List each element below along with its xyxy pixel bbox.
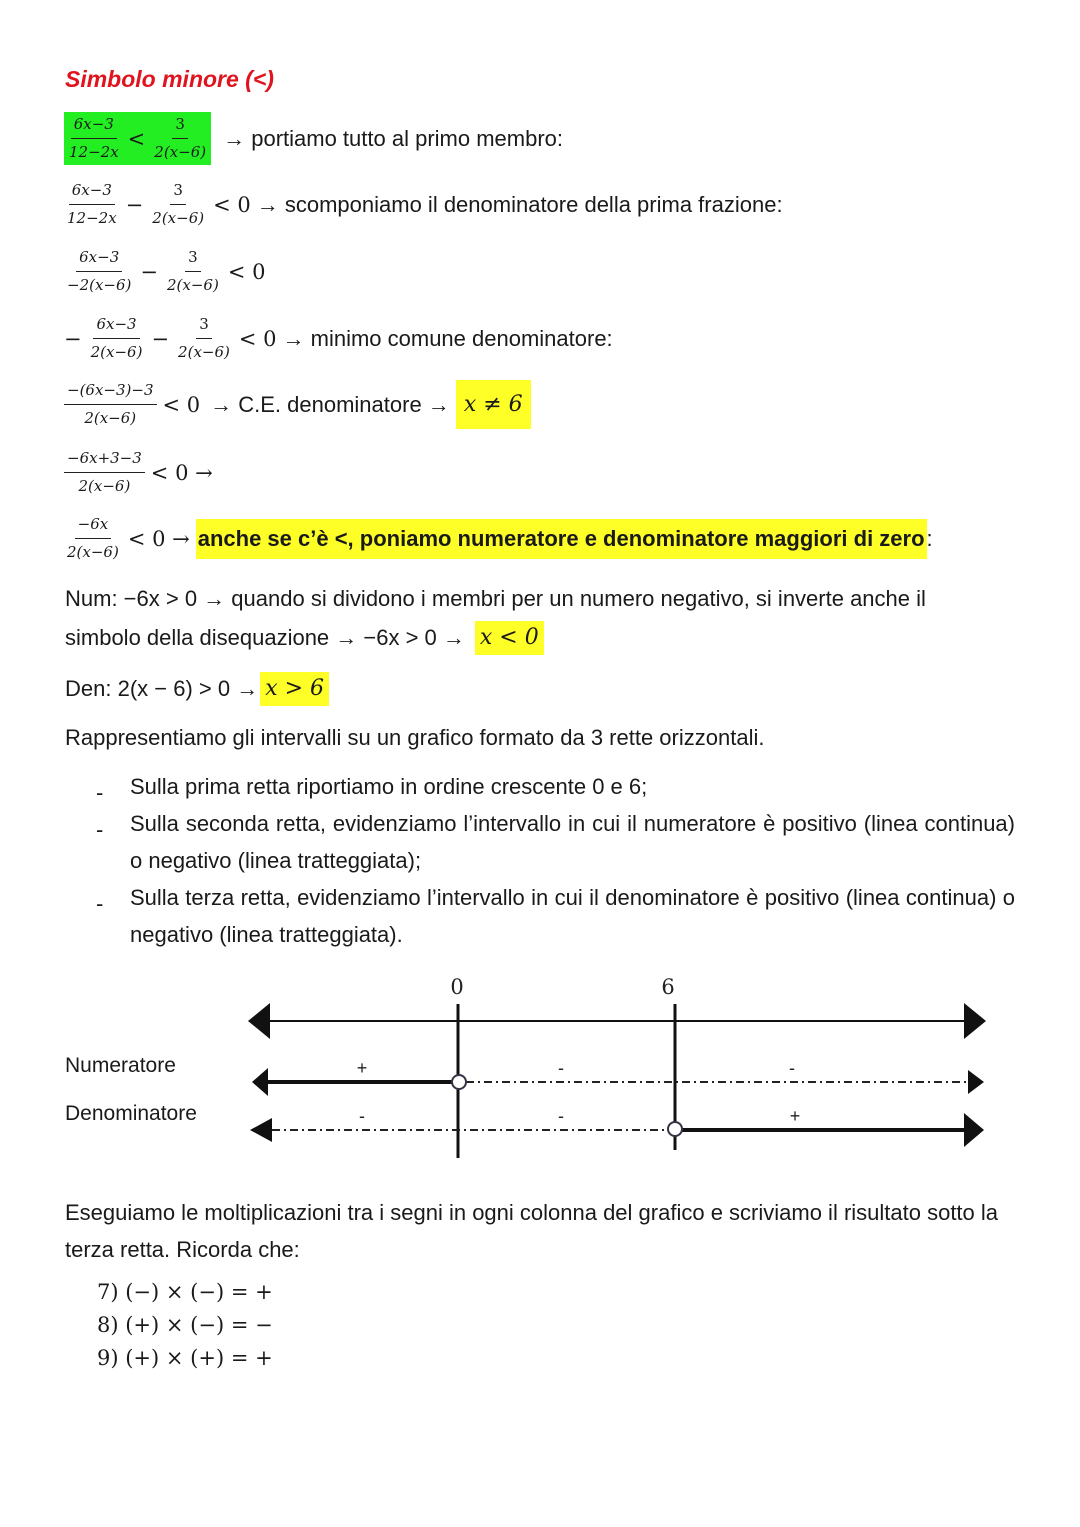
step-text: → portiamo tutto al primo membro: xyxy=(223,125,564,151)
bullet-mark: - xyxy=(96,780,104,805)
relation: < 0 xyxy=(162,392,201,417)
fraction xyxy=(64,448,145,497)
step-5 xyxy=(64,380,531,429)
denominator-arrow-left xyxy=(250,1118,272,1142)
step-1 xyxy=(64,112,563,165)
tick-label-6: 6 xyxy=(661,975,675,999)
denominator: 2(x−6) xyxy=(178,343,230,361)
denominator-sign: - xyxy=(359,1106,365,1126)
numerator: −6x xyxy=(75,514,112,539)
bullet-mark: - xyxy=(96,891,104,916)
section-title: Simbolo minore (<) xyxy=(65,66,274,92)
fraction xyxy=(66,114,122,163)
relation: < 0 xyxy=(238,326,277,351)
step-text: : xyxy=(926,525,933,551)
denominator: 12−2x xyxy=(67,209,117,227)
fraction xyxy=(175,314,233,363)
rule-item: 8) (+) × (−) = − xyxy=(97,1313,273,1337)
numerator-sign: + xyxy=(356,1058,368,1078)
denominator: 2(x−6) xyxy=(84,409,137,427)
relation: < xyxy=(127,126,146,151)
numerator: 3 xyxy=(172,114,188,139)
bullet-item: Sulla prima retta riportiamo in ordine crescente 0 e 6; xyxy=(130,774,648,799)
condition-text: simbolo della disequazione → −6x > 0 → xyxy=(65,625,465,650)
bullet-mark: - xyxy=(96,817,104,842)
step-4 xyxy=(64,314,613,363)
numerator-result: x < 0 xyxy=(475,621,544,655)
conclusion-text: Eseguiamo le moltiplicazioni tra i segni in ogni colonna del grafico e scriviamo il risultato sotto la terza retta. Ricorda che: xyxy=(65,1200,999,1262)
sign-rules xyxy=(97,1276,273,1375)
step-7 xyxy=(64,514,933,563)
condition-text: Den: 2(x − 6) > 0 → xyxy=(65,676,259,701)
rule-item: 7) (−) × (−) = + xyxy=(97,1280,273,1304)
fraction xyxy=(64,247,134,296)
numerator-arrow-right xyxy=(968,1070,984,1094)
denominator-condition xyxy=(65,672,329,706)
minus-sign: − xyxy=(140,259,158,284)
numerator: 6x−3 xyxy=(69,180,115,205)
open-point-0 xyxy=(452,1075,466,1089)
step-text: → minimo comune denominatore: xyxy=(282,325,613,351)
denominator: −2(x−6) xyxy=(67,276,132,294)
relation: < 0 → xyxy=(127,526,190,551)
denominator: 2(x−6) xyxy=(90,343,143,361)
fraction xyxy=(151,114,209,163)
step-text: → scomponiamo il denominatore della prima frazione: xyxy=(256,191,783,217)
denominator: 12−2x xyxy=(69,143,119,161)
step-text: → C.E. denominatore → xyxy=(210,391,450,417)
numerator: 3 xyxy=(170,180,186,205)
step-3 xyxy=(64,247,271,296)
step-6 xyxy=(64,448,219,497)
tick-label-0: 0 xyxy=(450,975,464,999)
denominator-result: x > 6 xyxy=(260,672,329,706)
instruction-highlight: anche se c’è <, poniamo numeratore e denominatore maggiori di zero xyxy=(196,519,927,559)
relation: < 0 → xyxy=(150,460,213,485)
fraction xyxy=(88,314,146,363)
numerator: 6x−3 xyxy=(76,247,122,272)
relation: < 0 xyxy=(213,192,251,217)
numerator: −6x+3−3 xyxy=(64,448,145,473)
step-2 xyxy=(64,180,783,229)
denominator: 2(x−6) xyxy=(78,477,131,495)
fraction xyxy=(164,247,222,296)
fraction xyxy=(64,180,120,229)
numerator-arrow-left xyxy=(252,1068,268,1096)
represent-text: Rappresentiamo gli intervalli su un grafico formato da 3 rette orizzontali. xyxy=(65,725,765,750)
numerator: 6x−3 xyxy=(71,114,117,139)
numerator: 3 xyxy=(196,314,212,339)
numerator: 6x−3 xyxy=(93,314,139,339)
fraction xyxy=(64,514,122,563)
denominator: 2(x−6) xyxy=(154,143,207,161)
bullet-item: Sulla terza retta, evidenziamo l’intervallo in cui il denominatore è positivo (linea continua) o negativo (linea tratteggiata). xyxy=(130,885,1015,947)
minus-sign: − xyxy=(64,326,82,351)
fraction xyxy=(149,180,207,229)
numerator-sign: - xyxy=(558,1058,564,1078)
denominator: 2(x−6) xyxy=(152,209,205,227)
row-label-denominator: Denominatore xyxy=(65,1102,197,1125)
numerator-sign: - xyxy=(789,1058,795,1078)
denominator-arrow-right xyxy=(964,1113,984,1147)
minus-sign: − xyxy=(125,192,144,217)
denominator: 2(x−6) xyxy=(67,543,119,561)
bullet-item: Sulla seconda retta, evidenziamo l’intervallo in cui il numeratore è positivo (linea continua) o negativo (linea tratteggiata); xyxy=(130,811,1015,873)
numerator: −(6x−3)−3 xyxy=(64,380,157,405)
numerator-condition: Num: −6x > 0 → quando si dividono i membri per un numero negativo, si inverte anche il xyxy=(65,586,926,611)
row-label-numerator: Numeratore xyxy=(65,1054,176,1077)
denominator: 2(x−6) xyxy=(167,276,219,294)
rule-item: 9) (+) × (+) = + xyxy=(97,1346,273,1370)
denominator-sign: + xyxy=(789,1106,801,1126)
sign-chart xyxy=(0,960,1080,1170)
minus-sign: − xyxy=(151,326,170,351)
condition-highlight: x ≠ 6 xyxy=(456,380,531,429)
denominator-sign: - xyxy=(558,1106,564,1126)
relation: < 0 xyxy=(227,259,266,284)
numerator: 3 xyxy=(185,247,201,272)
fraction xyxy=(64,380,157,429)
axis-arrow-left xyxy=(248,1003,270,1039)
open-point-6 xyxy=(668,1122,682,1136)
numerator-condition-2 xyxy=(65,621,544,655)
axis-arrow-right xyxy=(964,1003,986,1039)
